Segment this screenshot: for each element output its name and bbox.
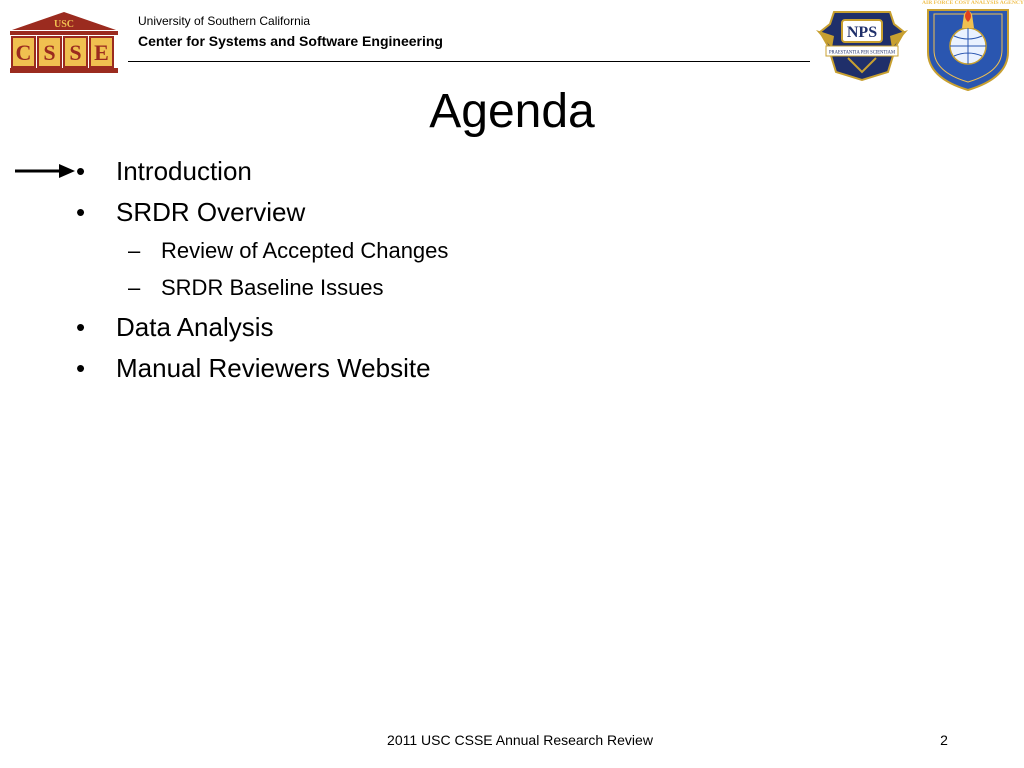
nps-seal-text: NPS (846, 24, 878, 41)
nps-seal-motto: PRAESTANTIA PER SCIENTIAM (829, 50, 896, 56)
logo-usc-text: USC (53, 19, 75, 30)
agenda-subitem-accepted-changes: Review of Accepted Changes (161, 238, 449, 263)
agenda-item-introduction: Introduction (116, 156, 252, 186)
current-item-arrow-icon (13, 162, 77, 180)
header-center: Center for Systems and Software Engineering (138, 33, 443, 49)
svg-text:E: E (94, 40, 109, 65)
bullet-marker: • (76, 353, 86, 383)
slide-title: Agenda (429, 85, 595, 138)
header-divider (128, 61, 810, 62)
svg-text:S: S (43, 40, 56, 65)
afcaa-seal-logo (922, 0, 1024, 92)
page-number: 2 (940, 732, 948, 748)
usc-csse-logo (8, 10, 120, 74)
logo-column-s2 (64, 37, 87, 67)
agenda-subitem-baseline-issues: SRDR Baseline Issues (161, 275, 384, 300)
logo-column-s1 (38, 37, 61, 67)
sub-bullet-marker: – (128, 238, 141, 263)
bullet-marker: • (76, 197, 86, 227)
svg-text:S: S (69, 40, 82, 65)
sub-bullet-marker: – (128, 275, 141, 300)
logo-column-c (12, 37, 35, 67)
afcaa-seal-ring-text: AIR FORCE COST ANALYSIS AGENCY (922, 0, 1024, 6)
bullet-marker: • (76, 312, 86, 342)
agenda-item-srdr-overview: SRDR Overview (116, 197, 306, 227)
agenda-item-data-analysis: Data Analysis (116, 312, 274, 342)
header-university: University of Southern California (138, 14, 311, 28)
nps-seal-logo (812, 6, 912, 82)
bullet-marker: • (76, 156, 86, 186)
svg-text:C: C (15, 40, 32, 65)
logo-column-e (90, 37, 113, 67)
agenda-item-manual-reviewers-website: Manual Reviewers Website (116, 353, 431, 383)
footer-text: 2011 USC CSSE Annual Research Review (387, 732, 653, 748)
